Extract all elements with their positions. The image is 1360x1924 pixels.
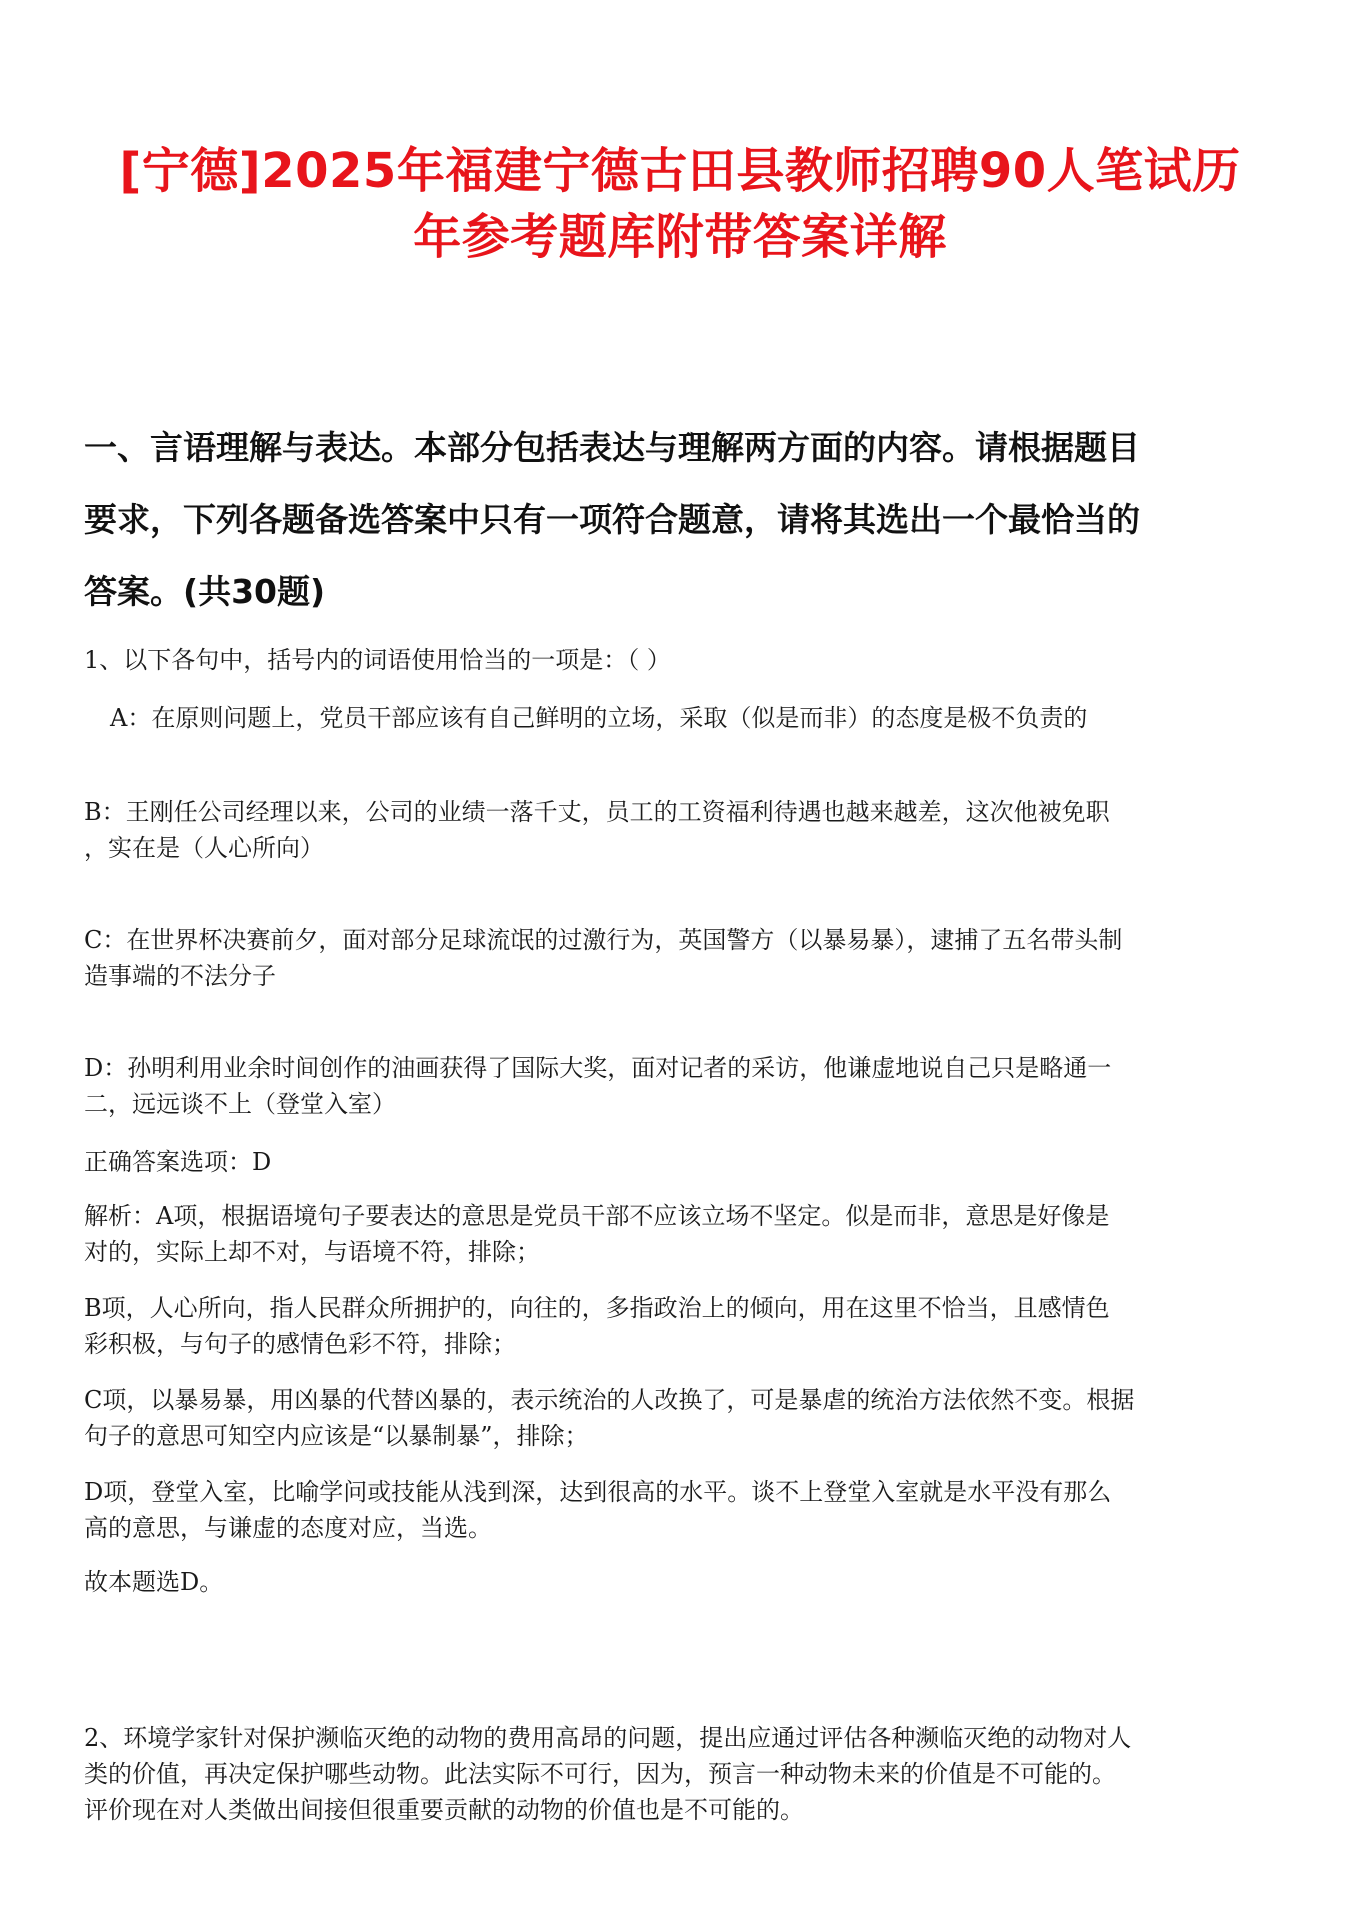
question-1-analysis-a — [84, 1198, 1284, 1270]
question-1-analysis-c — [84, 1382, 1284, 1454]
question-1-analysis-b — [84, 1290, 1284, 1362]
option-b-line-1: B：王刚任公司经理以来，公司的业绩一落千丈，员工的工资福利待遇也越来越差，这次他被免职 — [84, 798, 1110, 826]
question-1-answer: 正确答案选项：D — [84, 1148, 272, 1176]
option-d-line-1: D：孙明利用业余时间创作的油画获得了国际大奖，面对记者的采访，他谦虚地说自己只是略通一 — [84, 1054, 1112, 1082]
analysis-b-line-1: B项，人心所向，指人民群众所拥护的，向往的，多指政治上的倾向，用在这里不恰当，且感情色 — [84, 1294, 1110, 1322]
analysis-a-line-2: 对的，实际上却不对，与语境不符，排除； — [84, 1238, 540, 1266]
analysis-d-line-2: 高的意思，与谦虚的态度对应，当选。 — [84, 1514, 492, 1542]
analysis-c-line-2: 句子的意思可知空内应该是“以暴制暴”，排除； — [84, 1422, 589, 1450]
option-c-line-1: C：在世界杯决赛前夕，面对部分足球流氓的过激行为，英国警方（以暴易暴），逮捕了五名带头制 — [84, 926, 1123, 954]
analysis-d-line-1: D项，登堂入室，比喻学问或技能从浅到深，达到很高的水平。谈不上登堂入室就是水平没有那么 — [84, 1478, 1112, 1506]
question-1-option-d — [84, 1050, 1284, 1122]
question-2-line-1: 2、环境学家针对保护濒临灭绝的动物的费用高昂的问题，提出应通过评估各种濒临灭绝的动物对人 — [84, 1724, 1132, 1752]
section-heading-line-3: 答案。(共30题) — [84, 572, 326, 611]
title-line-1: [宁德]2025年福建宁德古田县教师招聘90人笔试历 — [119, 143, 1241, 199]
title-line-2: 年参考题库附带答案详解 — [413, 209, 947, 265]
section-heading-line-2: 要求，下列各题备选答案中只有一项符合题意，请将其选出一个最恰当的 — [84, 500, 1140, 539]
question-2-line-2: 类的价值，再决定保护哪些动物。此法实际不可行，因为，预言一种动物未来的价值是不可能的。 — [84, 1760, 1116, 1788]
question-2-line-3: 评价现在对人类做出间接但很重要贡献的动物的价值也是不可能的。 — [84, 1796, 804, 1824]
question-1-option-c — [84, 922, 1284, 994]
analysis-a-line-1: 解析：A项，根据语境句子要表达的意思是党员干部不应该立场不坚定。似是而非，意思是好像是 — [84, 1202, 1110, 1230]
document-title — [60, 138, 1300, 270]
question-1-analysis-d — [84, 1474, 1284, 1546]
question-1-option-a: A：在原则问题上，党员干部应该有自己鲜明的立场，采取（似是而非）的态度是极不负责的 — [110, 704, 1088, 732]
analysis-b-line-2: 彩积极，与句子的感情色彩不符，排除； — [84, 1330, 516, 1358]
option-c-line-2: 造事端的不法分子 — [84, 962, 276, 990]
option-b-line-2: ，实在是（人心所向） — [84, 834, 324, 862]
analysis-c-line-1: C项，以暴易暴，用凶暴的代替凶暴的，表示统治的人改换了，可是暴虐的统治方法依然不变。根据 — [84, 1386, 1135, 1414]
section-heading — [84, 412, 1284, 628]
option-d-line-2: 二，远远谈不上（登堂入室） — [84, 1090, 396, 1118]
question-2-stem — [84, 1720, 1284, 1828]
question-1-conclusion: 故本题选D。 — [84, 1568, 224, 1596]
section-heading-line-1: 一、言语理解与表达。本部分包括表达与理解两方面的内容。请根据题目 — [84, 428, 1140, 467]
question-1-stem: 1、以下各句中，括号内的词语使用恰当的一项是：（ ） — [84, 646, 671, 674]
question-1-option-b — [84, 794, 1284, 866]
